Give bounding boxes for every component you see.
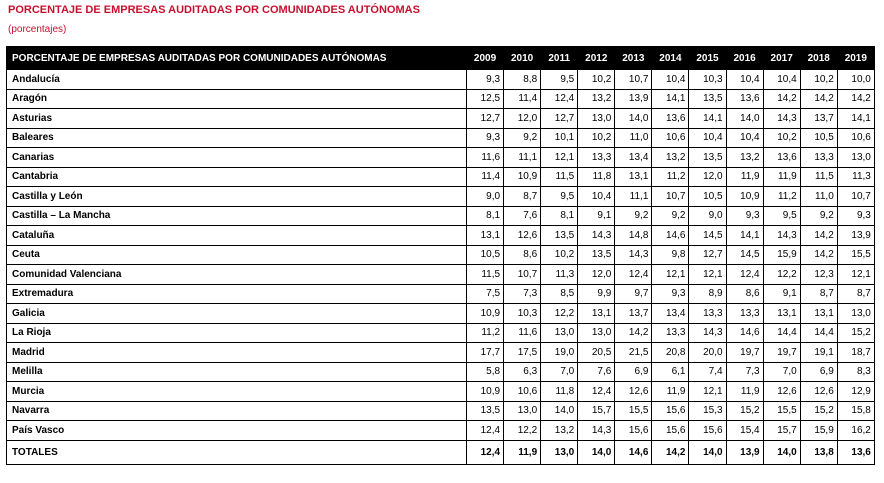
year-header: 2013 bbox=[615, 47, 652, 70]
value-cell: 13,1 bbox=[800, 304, 837, 324]
value-cell: 15,4 bbox=[726, 421, 763, 441]
value-cell: 15,8 bbox=[837, 401, 874, 421]
value-cell: 12,0 bbox=[578, 265, 615, 285]
table-row bbox=[7, 70, 875, 90]
value-cell: 9,3 bbox=[652, 284, 689, 304]
value-cell: 14,2 bbox=[763, 89, 800, 109]
value-cell: 10,5 bbox=[800, 128, 837, 148]
year-header: 2009 bbox=[467, 47, 504, 70]
value-cell: 13,4 bbox=[615, 148, 652, 168]
value-cell: 14,2 bbox=[800, 89, 837, 109]
table-row bbox=[7, 362, 875, 382]
value-cell: 8,7 bbox=[837, 284, 874, 304]
value-cell: 9,0 bbox=[467, 187, 504, 207]
value-cell: 15,5 bbox=[615, 401, 652, 421]
value-cell: 9,0 bbox=[689, 206, 726, 226]
value-cell: 14,6 bbox=[726, 323, 763, 343]
value-cell: 11,0 bbox=[800, 187, 837, 207]
region-name: Murcia bbox=[7, 382, 467, 402]
value-cell: 14,6 bbox=[615, 440, 652, 464]
table-row bbox=[7, 187, 875, 207]
value-cell: 11,6 bbox=[467, 148, 504, 168]
value-cell: 12,1 bbox=[837, 265, 874, 285]
value-cell: 13,6 bbox=[652, 109, 689, 129]
value-cell: 9,3 bbox=[837, 206, 874, 226]
table-row bbox=[7, 109, 875, 129]
value-cell: 15,5 bbox=[763, 401, 800, 421]
value-cell: 15,2 bbox=[800, 401, 837, 421]
value-cell: 13,5 bbox=[689, 89, 726, 109]
value-cell: 10,7 bbox=[504, 265, 541, 285]
value-cell: 14,3 bbox=[763, 226, 800, 246]
table-row bbox=[7, 226, 875, 246]
value-cell: 13,8 bbox=[800, 440, 837, 464]
region-name: Aragón bbox=[7, 89, 467, 109]
year-header: 2010 bbox=[504, 47, 541, 70]
value-cell: 14,4 bbox=[763, 323, 800, 343]
value-cell: 12,6 bbox=[615, 382, 652, 402]
value-cell: 9,5 bbox=[763, 206, 800, 226]
value-cell: 12,6 bbox=[800, 382, 837, 402]
value-cell: 11,4 bbox=[467, 167, 504, 187]
value-cell: 10,9 bbox=[504, 167, 541, 187]
value-cell: 19,7 bbox=[726, 343, 763, 363]
value-cell: 10,7 bbox=[652, 187, 689, 207]
value-cell: 14,1 bbox=[689, 109, 726, 129]
value-cell: 13,6 bbox=[837, 440, 874, 464]
value-cell: 10,6 bbox=[652, 128, 689, 148]
value-cell: 11,8 bbox=[578, 167, 615, 187]
value-cell: 15,9 bbox=[800, 421, 837, 441]
region-name: Galicia bbox=[7, 304, 467, 324]
value-cell: 8,5 bbox=[541, 284, 578, 304]
value-cell: 13,0 bbox=[837, 148, 874, 168]
value-cell: 11,3 bbox=[837, 167, 874, 187]
value-cell: 13,2 bbox=[541, 421, 578, 441]
region-name: Extremadura bbox=[7, 284, 467, 304]
page-subtitle: (porcentajes) bbox=[8, 24, 67, 35]
value-cell: 14,4 bbox=[800, 323, 837, 343]
value-cell: 11,2 bbox=[467, 323, 504, 343]
value-cell: 12,2 bbox=[763, 265, 800, 285]
value-cell: 6,9 bbox=[615, 362, 652, 382]
table-row bbox=[7, 167, 875, 187]
value-cell: 13,1 bbox=[467, 226, 504, 246]
value-cell: 14,2 bbox=[837, 89, 874, 109]
value-cell: 13,0 bbox=[541, 440, 578, 464]
value-cell: 13,4 bbox=[652, 304, 689, 324]
value-cell: 10,9 bbox=[467, 382, 504, 402]
value-cell: 11,6 bbox=[504, 323, 541, 343]
value-cell: 13,2 bbox=[726, 148, 763, 168]
value-cell: 7,0 bbox=[541, 362, 578, 382]
value-cell: 5,8 bbox=[467, 362, 504, 382]
value-cell: 13,3 bbox=[800, 148, 837, 168]
value-cell: 13,2 bbox=[652, 148, 689, 168]
value-cell: 10,9 bbox=[726, 187, 763, 207]
value-cell: 11,8 bbox=[541, 382, 578, 402]
value-cell: 13,7 bbox=[615, 304, 652, 324]
value-cell: 12,5 bbox=[467, 89, 504, 109]
value-cell: 8,7 bbox=[504, 187, 541, 207]
value-cell: 12,1 bbox=[541, 148, 578, 168]
value-cell: 13,0 bbox=[837, 304, 874, 324]
table-row bbox=[7, 89, 875, 109]
value-cell: 13,0 bbox=[578, 323, 615, 343]
year-header: 2012 bbox=[578, 47, 615, 70]
value-cell: 14,0 bbox=[726, 109, 763, 129]
value-cell: 10,1 bbox=[541, 128, 578, 148]
value-cell: 11,1 bbox=[615, 187, 652, 207]
value-cell: 12,1 bbox=[689, 265, 726, 285]
value-cell: 14,0 bbox=[615, 109, 652, 129]
value-cell: 10,4 bbox=[726, 128, 763, 148]
value-cell: 12,6 bbox=[763, 382, 800, 402]
value-cell: 14,0 bbox=[689, 440, 726, 464]
value-cell: 12,7 bbox=[689, 245, 726, 265]
value-cell: 13,9 bbox=[837, 226, 874, 246]
value-cell: 8,1 bbox=[541, 206, 578, 226]
value-cell: 13,0 bbox=[578, 109, 615, 129]
value-cell: 17,7 bbox=[467, 343, 504, 363]
value-cell: 7,6 bbox=[578, 362, 615, 382]
value-cell: 7,3 bbox=[504, 284, 541, 304]
value-cell: 9,9 bbox=[578, 284, 615, 304]
value-cell: 13,1 bbox=[615, 167, 652, 187]
value-cell: 9,2 bbox=[615, 206, 652, 226]
value-cell: 12,7 bbox=[467, 109, 504, 129]
region-name: Ceuta bbox=[7, 245, 467, 265]
value-cell: 10,6 bbox=[504, 382, 541, 402]
value-cell: 18,7 bbox=[837, 343, 874, 363]
value-cell: 10,3 bbox=[689, 70, 726, 90]
value-cell: 14,3 bbox=[689, 323, 726, 343]
value-cell: 9,7 bbox=[615, 284, 652, 304]
value-cell: 14,2 bbox=[652, 440, 689, 464]
table-row bbox=[7, 323, 875, 343]
value-cell: 7,5 bbox=[467, 284, 504, 304]
table-header-row bbox=[7, 47, 875, 70]
year-header: 2014 bbox=[652, 47, 689, 70]
table-row bbox=[7, 304, 875, 324]
value-cell: 10,7 bbox=[615, 70, 652, 90]
value-cell: 13,5 bbox=[578, 245, 615, 265]
year-header: 2017 bbox=[763, 47, 800, 70]
value-cell: 17,5 bbox=[504, 343, 541, 363]
value-cell: 6,1 bbox=[652, 362, 689, 382]
value-cell: 13,5 bbox=[689, 148, 726, 168]
value-cell: 6,3 bbox=[504, 362, 541, 382]
year-header: 2015 bbox=[689, 47, 726, 70]
region-name: Andalucía bbox=[7, 70, 467, 90]
value-cell: 7,6 bbox=[504, 206, 541, 226]
value-cell: 12,3 bbox=[800, 265, 837, 285]
totals-row bbox=[7, 440, 875, 464]
value-cell: 9,2 bbox=[800, 206, 837, 226]
value-cell: 13,9 bbox=[615, 89, 652, 109]
value-cell: 12,4 bbox=[726, 265, 763, 285]
value-cell: 14,2 bbox=[615, 323, 652, 343]
value-cell: 10,2 bbox=[541, 245, 578, 265]
value-cell: 19,0 bbox=[541, 343, 578, 363]
value-cell: 12,4 bbox=[467, 440, 504, 464]
table-row bbox=[7, 401, 875, 421]
table-header-label: PORCENTAJE DE EMPRESAS AUDITADAS POR COMUNIDADES AUTÓNOMAS bbox=[7, 47, 467, 70]
value-cell: 15,6 bbox=[652, 401, 689, 421]
value-cell: 10,6 bbox=[837, 128, 874, 148]
region-name: Canarias bbox=[7, 148, 467, 168]
value-cell: 8,9 bbox=[689, 284, 726, 304]
value-cell: 14,5 bbox=[726, 245, 763, 265]
value-cell: 10,4 bbox=[578, 187, 615, 207]
value-cell: 11,9 bbox=[726, 167, 763, 187]
table-row bbox=[7, 245, 875, 265]
value-cell: 10,7 bbox=[837, 187, 874, 207]
region-name: Madrid bbox=[7, 343, 467, 363]
value-cell: 14,1 bbox=[652, 89, 689, 109]
value-cell: 9,3 bbox=[467, 128, 504, 148]
value-cell: 10,2 bbox=[763, 128, 800, 148]
value-cell: 12,1 bbox=[652, 265, 689, 285]
value-cell: 8,1 bbox=[467, 206, 504, 226]
value-cell: 14,8 bbox=[615, 226, 652, 246]
value-cell: 9,3 bbox=[726, 206, 763, 226]
table-row bbox=[7, 382, 875, 402]
value-cell: 9,1 bbox=[763, 284, 800, 304]
value-cell: 12,4 bbox=[467, 421, 504, 441]
value-cell: 13,0 bbox=[541, 323, 578, 343]
data-table bbox=[6, 46, 875, 465]
value-cell: 13,3 bbox=[652, 323, 689, 343]
value-cell: 9,5 bbox=[541, 187, 578, 207]
page-title: PORCENTAJE DE EMPRESAS AUDITADAS POR COMUNIDADES AUTÓNOMAS bbox=[8, 4, 420, 16]
value-cell: 15,6 bbox=[615, 421, 652, 441]
value-cell: 15,5 bbox=[837, 245, 874, 265]
value-cell: 10,5 bbox=[467, 245, 504, 265]
value-cell: 16,2 bbox=[837, 421, 874, 441]
value-cell: 20,5 bbox=[578, 343, 615, 363]
value-cell: 14,5 bbox=[689, 226, 726, 246]
region-name: Cantabria bbox=[7, 167, 467, 187]
value-cell: 10,3 bbox=[504, 304, 541, 324]
value-cell: 8,6 bbox=[726, 284, 763, 304]
value-cell: 12,2 bbox=[504, 421, 541, 441]
region-name: Castilla – La Mancha bbox=[7, 206, 467, 226]
value-cell: 12,2 bbox=[541, 304, 578, 324]
value-cell: 8,3 bbox=[837, 362, 874, 382]
value-cell: 15,7 bbox=[763, 421, 800, 441]
value-cell: 14,1 bbox=[726, 226, 763, 246]
value-cell: 19,1 bbox=[800, 343, 837, 363]
region-name: Castilla y León bbox=[7, 187, 467, 207]
value-cell: 21,5 bbox=[615, 343, 652, 363]
value-cell: 13,5 bbox=[467, 401, 504, 421]
region-name: Comunidad Valenciana bbox=[7, 265, 467, 285]
value-cell: 10,4 bbox=[726, 70, 763, 90]
year-header: 2016 bbox=[726, 47, 763, 70]
value-cell: 11,4 bbox=[504, 89, 541, 109]
value-cell: 12,0 bbox=[504, 109, 541, 129]
value-cell: 11,2 bbox=[652, 167, 689, 187]
value-cell: 10,2 bbox=[800, 70, 837, 90]
value-cell: 14,0 bbox=[763, 440, 800, 464]
year-header: 2018 bbox=[800, 47, 837, 70]
value-cell: 8,7 bbox=[800, 284, 837, 304]
value-cell: 19,7 bbox=[763, 343, 800, 363]
value-cell: 6,9 bbox=[800, 362, 837, 382]
value-cell: 13,6 bbox=[726, 89, 763, 109]
region-name: País Vasco bbox=[7, 421, 467, 441]
region-name: La Rioja bbox=[7, 323, 467, 343]
value-cell: 11,9 bbox=[726, 382, 763, 402]
year-header: 2011 bbox=[541, 47, 578, 70]
value-cell: 11,5 bbox=[800, 167, 837, 187]
value-cell: 9,2 bbox=[652, 206, 689, 226]
value-cell: 14,3 bbox=[578, 421, 615, 441]
table-row bbox=[7, 265, 875, 285]
value-cell: 11,5 bbox=[467, 265, 504, 285]
region-name: Navarra bbox=[7, 401, 467, 421]
value-cell: 7,0 bbox=[763, 362, 800, 382]
value-cell: 12,4 bbox=[541, 89, 578, 109]
value-cell: 12,9 bbox=[837, 382, 874, 402]
value-cell: 14,0 bbox=[541, 401, 578, 421]
value-cell: 10,5 bbox=[689, 187, 726, 207]
region-name: Melilla bbox=[7, 362, 467, 382]
value-cell: 9,3 bbox=[467, 70, 504, 90]
value-cell: 8,6 bbox=[504, 245, 541, 265]
value-cell: 14,1 bbox=[837, 109, 874, 129]
value-cell: 15,2 bbox=[837, 323, 874, 343]
value-cell: 13,6 bbox=[763, 148, 800, 168]
region-name: Cataluña bbox=[7, 226, 467, 246]
value-cell: 10,4 bbox=[652, 70, 689, 90]
value-cell: 12,1 bbox=[689, 382, 726, 402]
value-cell: 9,1 bbox=[578, 206, 615, 226]
value-cell: 9,8 bbox=[652, 245, 689, 265]
value-cell: 11,0 bbox=[615, 128, 652, 148]
value-cell: 20,0 bbox=[689, 343, 726, 363]
value-cell: 13,0 bbox=[504, 401, 541, 421]
table-body bbox=[7, 70, 875, 465]
value-cell: 11,3 bbox=[541, 265, 578, 285]
value-cell: 13,1 bbox=[763, 304, 800, 324]
value-cell: 11,9 bbox=[763, 167, 800, 187]
value-cell: 11,2 bbox=[763, 187, 800, 207]
table-row bbox=[7, 148, 875, 168]
value-cell: 13,9 bbox=[726, 440, 763, 464]
table-row bbox=[7, 284, 875, 304]
value-cell: 11,9 bbox=[504, 440, 541, 464]
value-cell: 15,9 bbox=[763, 245, 800, 265]
value-cell: 10,9 bbox=[467, 304, 504, 324]
table-row bbox=[7, 128, 875, 148]
value-cell: 7,3 bbox=[726, 362, 763, 382]
value-cell: 12,4 bbox=[615, 265, 652, 285]
value-cell: 9,5 bbox=[541, 70, 578, 90]
value-cell: 15,2 bbox=[726, 401, 763, 421]
value-cell: 14,3 bbox=[763, 109, 800, 129]
value-cell: 9,2 bbox=[504, 128, 541, 148]
value-cell: 8,8 bbox=[504, 70, 541, 90]
value-cell: 20,8 bbox=[652, 343, 689, 363]
value-cell: 15,3 bbox=[689, 401, 726, 421]
table-row bbox=[7, 343, 875, 363]
value-cell: 13,5 bbox=[541, 226, 578, 246]
value-cell: 13,7 bbox=[800, 109, 837, 129]
value-cell: 12,0 bbox=[689, 167, 726, 187]
value-cell: 15,6 bbox=[652, 421, 689, 441]
totals-label: TOTALES bbox=[7, 440, 467, 464]
value-cell: 13,2 bbox=[578, 89, 615, 109]
value-cell: 13,1 bbox=[578, 304, 615, 324]
value-cell: 12,7 bbox=[541, 109, 578, 129]
value-cell: 10,4 bbox=[763, 70, 800, 90]
value-cell: 15,7 bbox=[578, 401, 615, 421]
value-cell: 10,2 bbox=[578, 70, 615, 90]
value-cell: 7,4 bbox=[689, 362, 726, 382]
value-cell: 14,0 bbox=[578, 440, 615, 464]
region-name: Asturias bbox=[7, 109, 467, 129]
value-cell: 10,4 bbox=[689, 128, 726, 148]
value-cell: 12,4 bbox=[578, 382, 615, 402]
value-cell: 13,3 bbox=[689, 304, 726, 324]
value-cell: 13,3 bbox=[726, 304, 763, 324]
value-cell: 14,2 bbox=[800, 245, 837, 265]
value-cell: 12,6 bbox=[504, 226, 541, 246]
value-cell: 15,6 bbox=[689, 421, 726, 441]
table-row bbox=[7, 206, 875, 226]
value-cell: 11,9 bbox=[652, 382, 689, 402]
value-cell: 13,3 bbox=[578, 148, 615, 168]
value-cell: 14,6 bbox=[652, 226, 689, 246]
value-cell: 11,1 bbox=[504, 148, 541, 168]
value-cell: 14,2 bbox=[800, 226, 837, 246]
region-name: Baleares bbox=[7, 128, 467, 148]
value-cell: 10,0 bbox=[837, 70, 874, 90]
table-row bbox=[7, 421, 875, 441]
year-header: 2019 bbox=[837, 47, 874, 70]
value-cell: 11,5 bbox=[541, 167, 578, 187]
value-cell: 14,3 bbox=[578, 226, 615, 246]
value-cell: 10,2 bbox=[578, 128, 615, 148]
value-cell: 14,3 bbox=[615, 245, 652, 265]
